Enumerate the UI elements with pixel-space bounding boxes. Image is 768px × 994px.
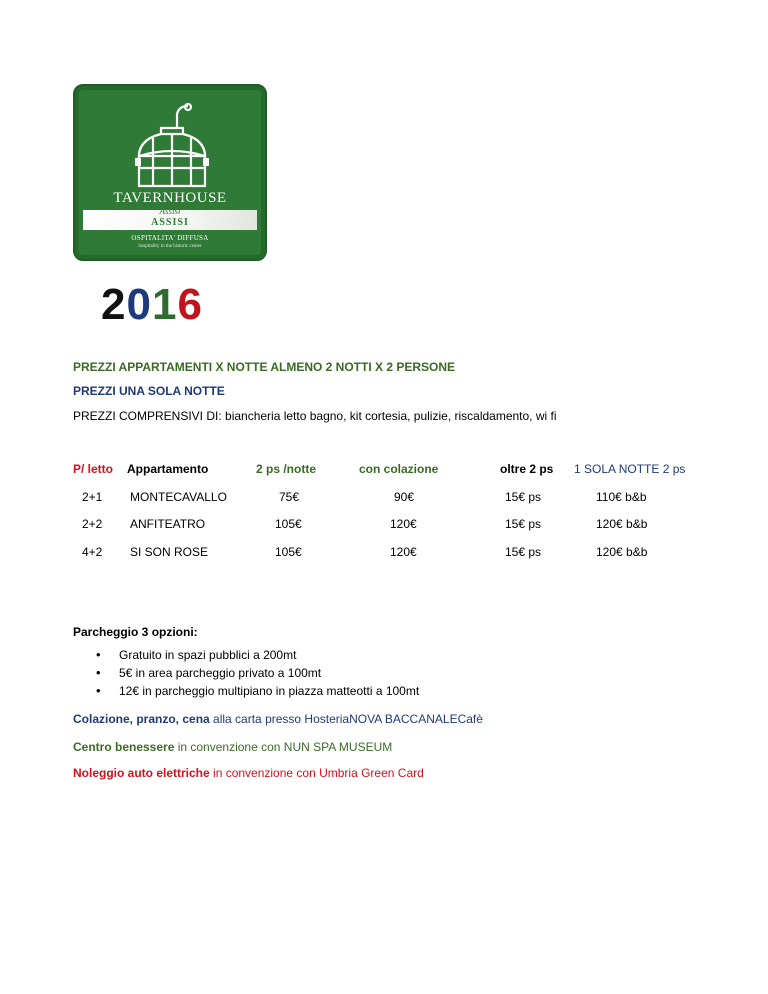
cell-apartment: SI SON ROSE: [130, 545, 209, 559]
list-item: • 12€ in parcheggio multipiano in piazza matteotti a 100mt: [96, 684, 419, 702]
cell-beds: 2+1: [82, 490, 103, 504]
service-text: in convenzione con Umbria Green Card: [209, 766, 424, 780]
col-header-breakfast: con colazione: [359, 462, 439, 476]
tavernhouse-logo: [73, 84, 267, 261]
year-digit: 1: [151, 280, 178, 329]
service-wellness: [73, 740, 392, 754]
cell-extra-person: 15€ ps: [505, 517, 542, 531]
cell-price-2ps: 75€: [279, 490, 300, 504]
heading-single-night: PREZZI UNA SOLA NOTTE: [73, 384, 225, 398]
bottle-icon: [127, 98, 217, 190]
service-label: Colazione, pranzo, cena: [73, 712, 210, 726]
cell-single-night: 110€ b&b: [596, 490, 647, 504]
year-digit: 0: [126, 280, 152, 329]
col-header-2ps-night: 2 ps /notte: [256, 462, 317, 476]
cell-price-breakfast: 120€: [390, 517, 417, 531]
service-text: in convenzione con NUN SPA MUSEUM: [174, 740, 393, 754]
col-header-extra-person: oltre 2 ps: [500, 462, 554, 476]
logo-signature: Assisi: [159, 206, 181, 216]
list-item: • 5€ in area parcheggio privato a 100mt: [96, 666, 419, 684]
cell-extra-person: 15€ ps: [505, 490, 542, 504]
cell-apartment: ANFITEATRO: [130, 517, 206, 531]
cell-apartment: MONTECAVALLO: [130, 490, 227, 504]
cell-price-breakfast: 90€: [394, 490, 415, 504]
logo-brand: TAVERNHOUSE: [113, 190, 227, 206]
logo-city: ASSISI: [151, 217, 189, 228]
cell-single-night: 120€ b&b: [596, 545, 648, 559]
col-header-apartment: Appartamento: [127, 462, 209, 476]
logo-tagline: OSPITALITA' DIFFUSA: [131, 234, 209, 242]
service-text: alla carta presso HosteriaNOVA BACCANALECafè: [209, 712, 483, 726]
parking-options-list: [96, 648, 419, 702]
cell-price-2ps: 105€: [275, 517, 302, 531]
cell-beds: 2+2: [82, 517, 103, 531]
year-digit: 6: [177, 280, 203, 329]
cell-beds: 4+2: [82, 545, 103, 559]
heading-apartment-prices: PREZZI APPARTAMENTI X NOTTE ALMENO 2 NOTTI X 2 PERSONE: [73, 360, 456, 374]
service-dining: [73, 712, 483, 726]
col-header-beds: P/ letto: [73, 462, 114, 476]
cell-price-breakfast: 120€: [390, 545, 417, 559]
service-ev-rental: [73, 766, 424, 780]
parking-title: Parcheggio 3 opzioni:: [73, 625, 198, 639]
col-header-single-night: 1 SOLA NOTTE 2 ps: [574, 462, 686, 476]
cell-price-2ps: 105€: [275, 545, 302, 559]
service-label: Noleggio auto elettriche: [73, 766, 210, 780]
year-title: [101, 280, 203, 330]
list-item: • Gratuito in spazi pubblici a 200mt: [96, 648, 419, 666]
cell-single-night: 120€ b&b: [596, 517, 648, 531]
cell-extra-person: 15€ ps: [505, 545, 542, 559]
year-digit: 2: [101, 280, 127, 329]
includes-note: PREZZI COMPRENSIVI DI: biancheria letto bagno, kit cortesia, pulizie, riscaldamento, wi fi: [73, 409, 557, 423]
logo-subtagline: hospitality in the historic center: [138, 244, 202, 249]
service-label: Centro benessere: [73, 740, 175, 754]
